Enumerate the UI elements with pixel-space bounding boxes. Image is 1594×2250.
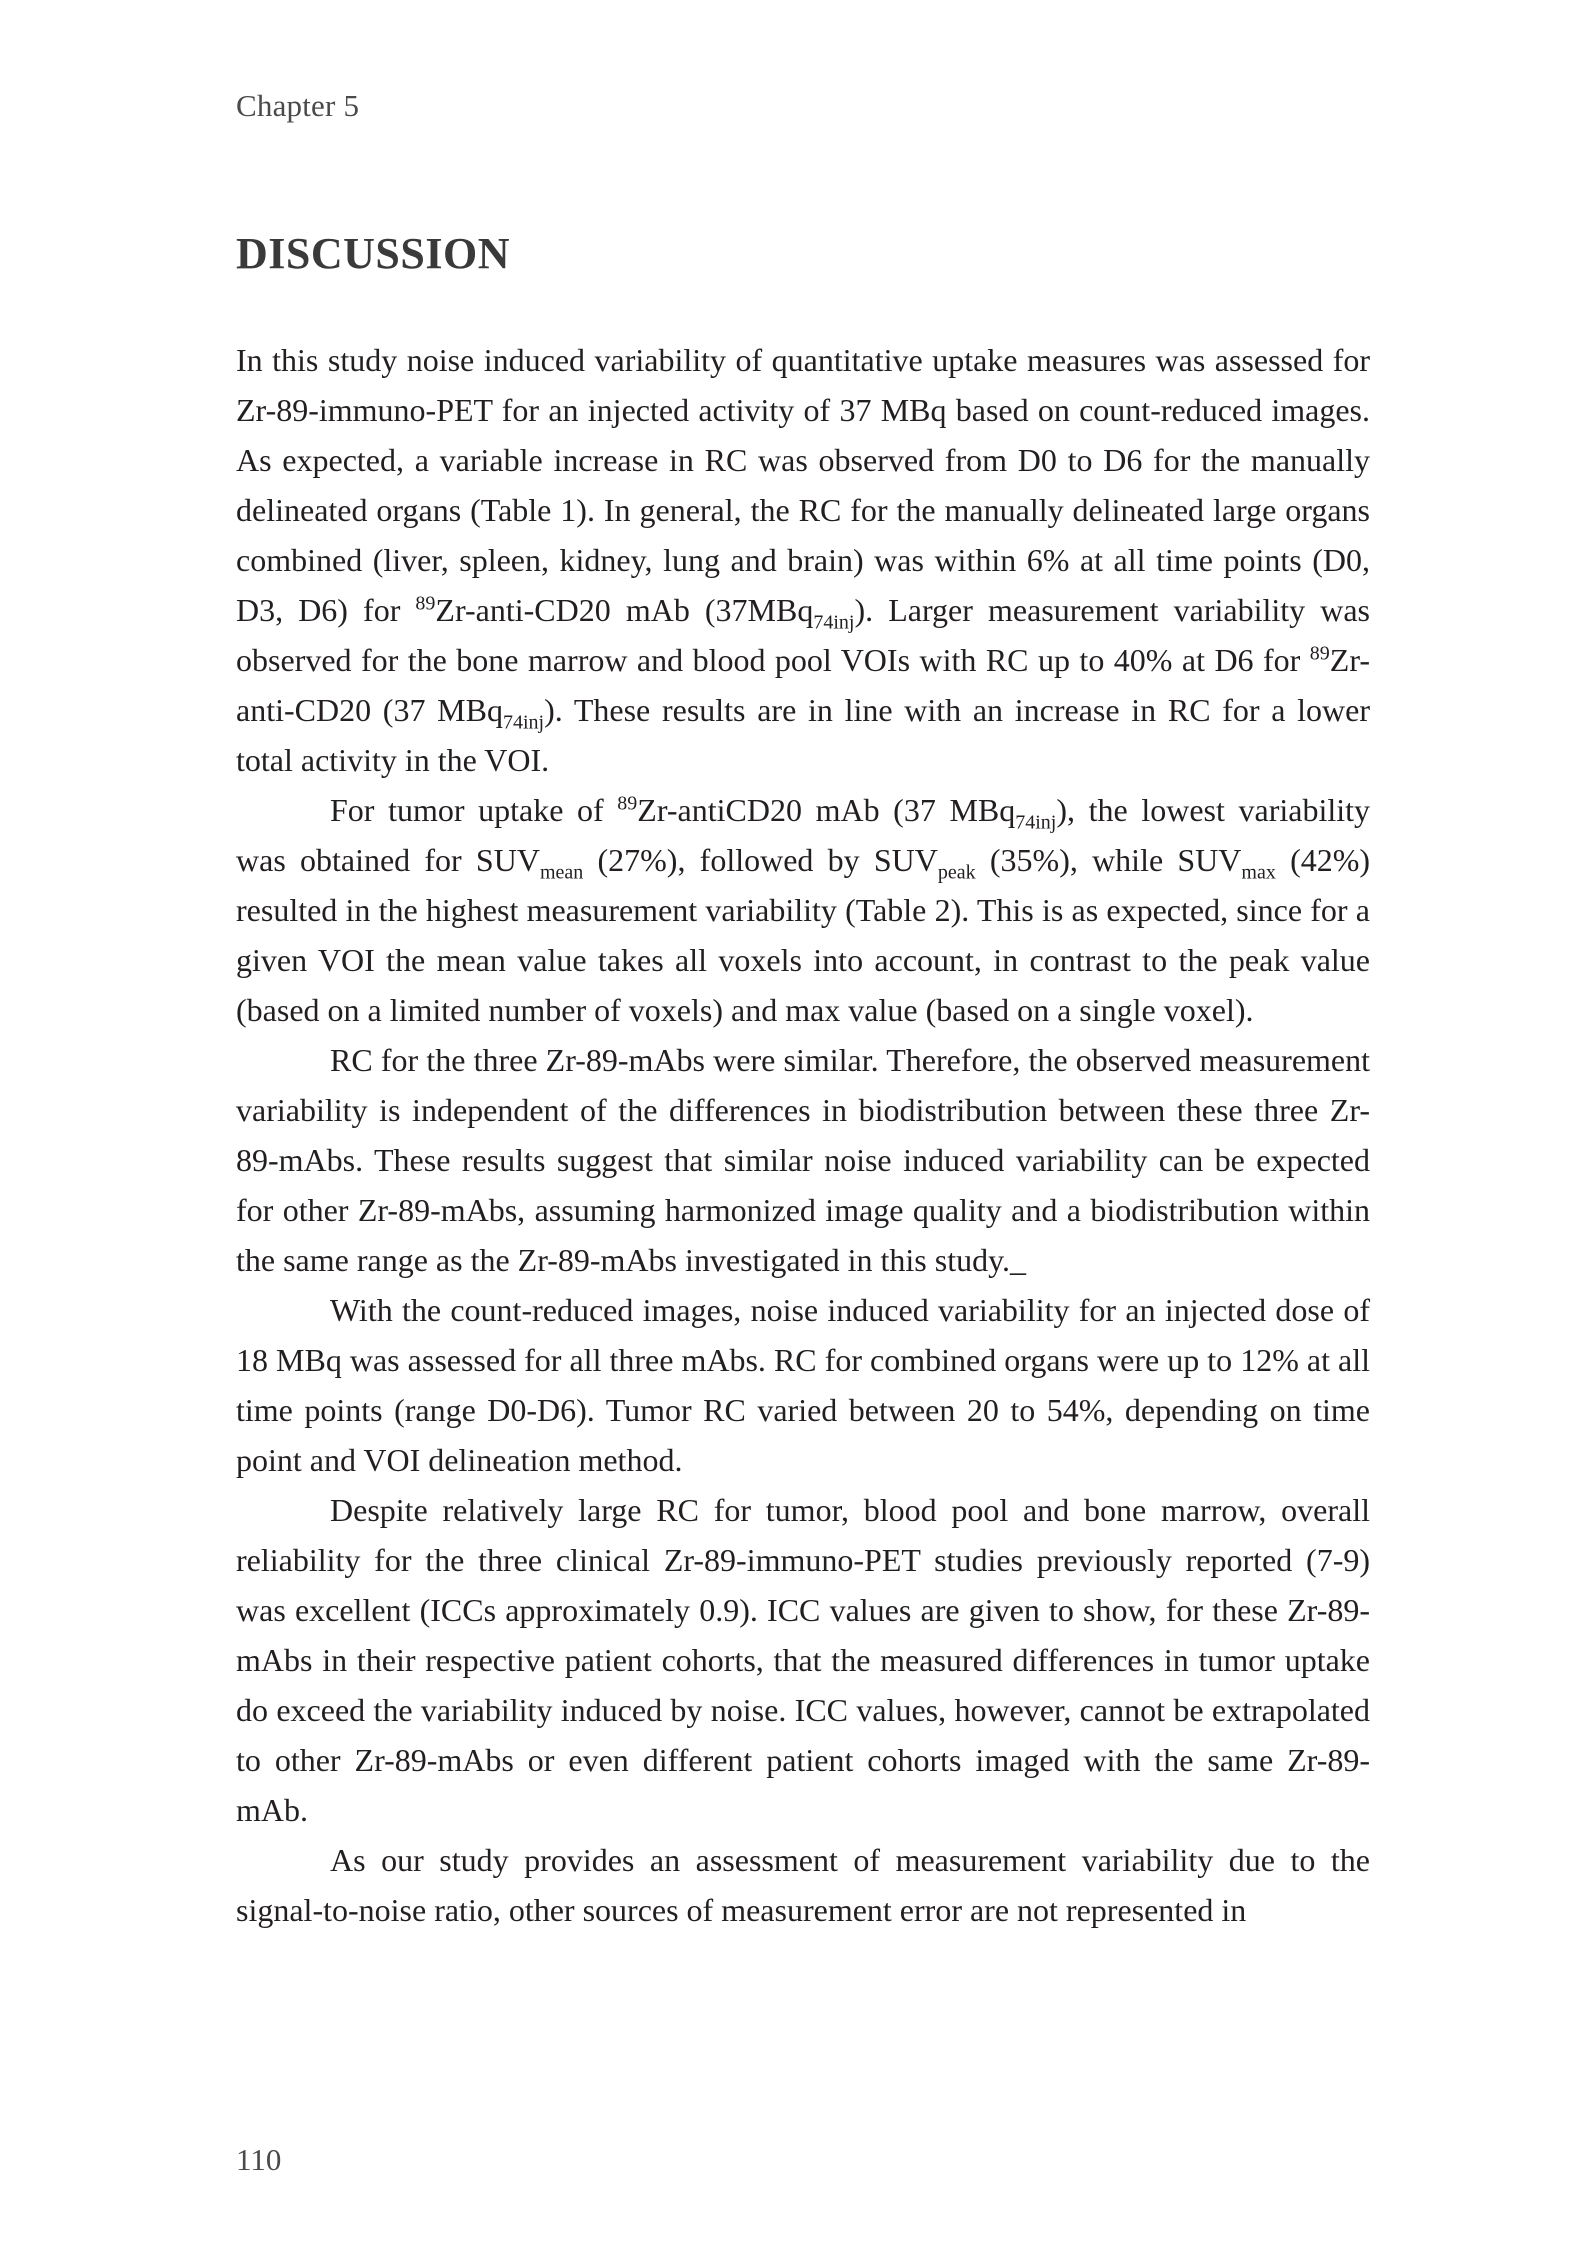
subscript: peak: [937, 861, 976, 884]
page-number: 110: [236, 2142, 282, 2177]
body-text: [236, 335, 1370, 1935]
text-run: ), the lowest variability was obtained for SUV: [236, 792, 1371, 878]
text-run: In this study noise induced variability of quantitative uptake measures was assessed for Zr-89-immuno-PET for an injected activity of 37 MBq based on count-reduced images. As expected, a variable increase in RC was observed from D0 to D6 for the manually delineated organs (Table 1). In general, the RC for the manually delineated large organs combined (liver, spleen, kidney, lung and brain) was within 6% at all time points (D0, D3, D6) for: [236, 342, 1370, 628]
text-run: Zr-anti-CD20 (37 MBq: [236, 642, 1370, 728]
subscript: 74inj: [813, 611, 855, 634]
section-title: DISCUSSION: [236, 229, 510, 278]
superscript: 89: [415, 592, 436, 615]
text-run: ). Larger measurement variability was observed for the bone marrow and blood pool VOIs with RC up to 40% at D6 for: [236, 592, 1370, 678]
text-run: Zr-anti-CD20 mAb (37MBq: [435, 592, 814, 628]
paragraph-6: As our study provides an assessment of measurement variability due to the signal-to-noise ratio, other sources of measurement error are not represented in: [236, 1842, 1370, 1928]
paragraph-3: RC for the three Zr-89-mAbs were similar. Therefore, the observed measurement variability is independent of the differences in biodistribution between these three Zr-89-mAbs. These results suggest that similar noise induced variability can be expected for other Zr-89-mAbs, assuming harmonized image quality and a biodistribution within the same range as the Zr-89-mAbs investigated in this study._: [236, 1042, 1370, 1278]
text-run: (42%) resulted in the highest measurement variability (Table 2). This is as expected, since for a given VOI the mean value takes all voxels into account, in contrast to the peak value (based on a limited number of voxels) and max value (based on a single voxel).: [236, 842, 1371, 1028]
subscript: max: [1241, 861, 1276, 884]
paragraph-4: With the count-reduced images, noise induced variability for an injected dose of 18 MBq was assessed for all three mAbs. RC for combined organs were up to 12% at all time points (range D0-D6). Tumor RC varied between 20 to 54%, depending on time point and VOI delineation method.: [236, 1292, 1370, 1478]
paragraph-1: [236, 335, 1370, 785]
subscript: 74inj: [1015, 811, 1057, 834]
text-run: For tumor uptake of: [330, 792, 618, 828]
text-run: (27%), followed by SUV: [583, 842, 938, 878]
text-run: (35%), while SUV: [975, 842, 1242, 878]
subscript: 74inj: [502, 711, 545, 734]
subscript: mean: [539, 861, 584, 884]
paragraph-2: [236, 785, 1370, 1035]
running-header: Chapter 5: [236, 88, 360, 123]
superscript: 89: [1309, 642, 1330, 665]
text-run: Zr-antiCD20 mAb (37 MBq: [637, 792, 1016, 828]
paragraph-5: Despite relatively large RC for tumor, blood pool and bone marrow, overall reliability for the three clinical Zr-89-immuno-PET studies previously reported (7-9) was excellent (ICCs approximately 0.9). ICC values are given to show, for these Zr-89-mAbs in their respective patient cohorts, that the measured differences in tumor uptake do exceed the variability induced by noise. ICC values, however, cannot be extrapolated to other Zr-89-mAbs or even different patient cohorts imaged with the same Zr-89-mAb.: [236, 1492, 1370, 1828]
superscript: 89: [617, 792, 638, 815]
text-run: ). These results are in line with an increase in RC for a lower total activity in the VOI.: [236, 692, 1371, 778]
